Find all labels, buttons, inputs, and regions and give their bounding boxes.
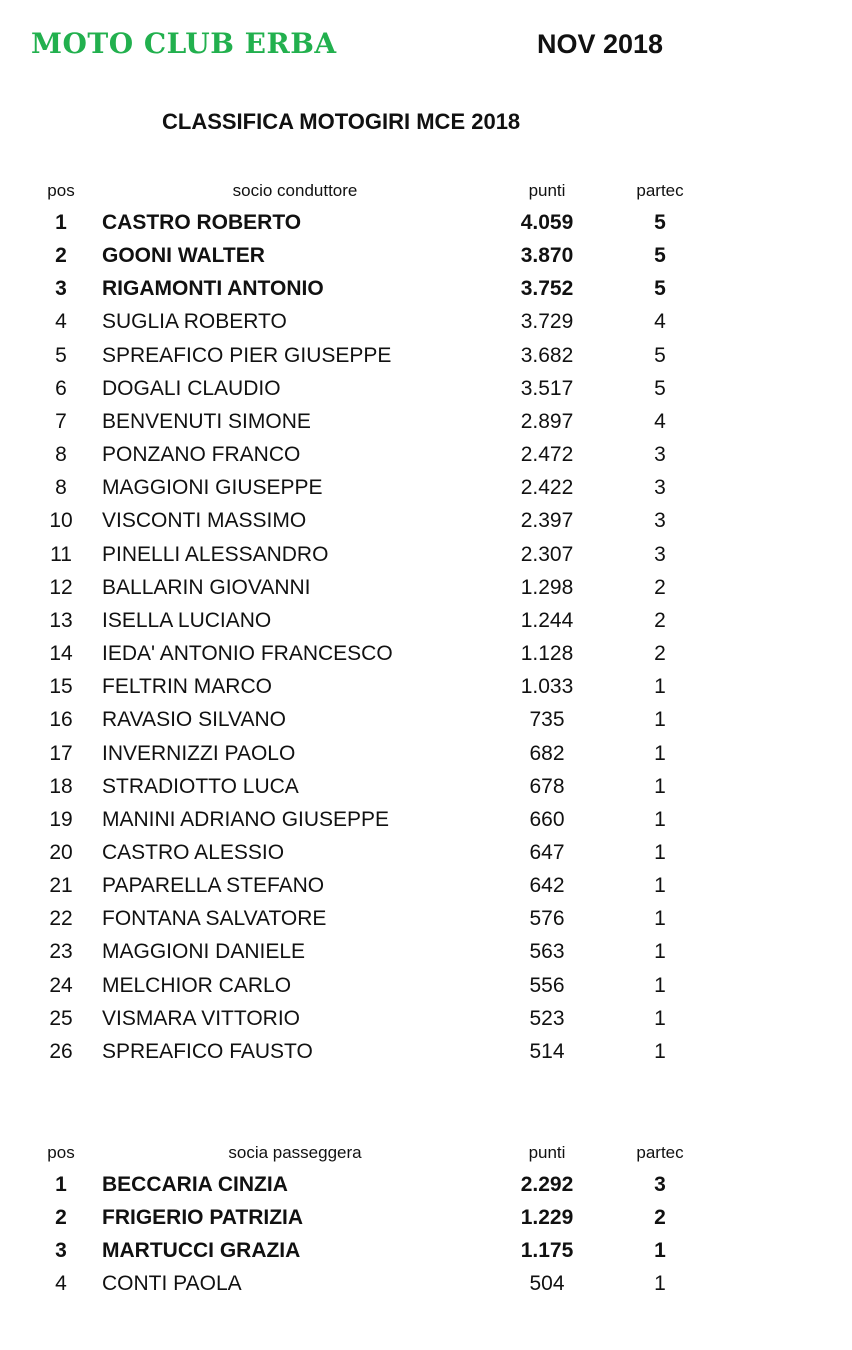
participations-cell: 1	[654, 973, 666, 997]
rank-cell: 2	[55, 1206, 67, 1230]
points-cell: 1.229	[520, 1206, 574, 1230]
table-row	[0, 836, 852, 869]
participations-cell: 2	[654, 1206, 666, 1230]
participations-cell: 1	[654, 907, 666, 931]
participations-cell: 5	[654, 343, 666, 367]
participations-cell: 1	[654, 774, 666, 798]
drivers-table-header	[0, 178, 852, 206]
participations-cell: 3	[654, 509, 666, 533]
participations-cell: 1	[654, 741, 666, 765]
name-cell: CASTRO ALESSIO	[102, 840, 285, 864]
points-cell: 682	[529, 741, 565, 765]
name-cell: VISMARA VITTORIO	[102, 1006, 300, 1030]
drivers-rows	[0, 206, 852, 1068]
table-row	[0, 935, 852, 968]
name-cell: MAGGIONI GIUSEPPE	[102, 476, 323, 500]
points-cell: 504	[529, 1272, 565, 1296]
table-row	[0, 737, 852, 770]
col-header-name: socio conduttore	[232, 181, 358, 200]
name-cell: RIGAMONTI ANTONIO	[102, 277, 324, 301]
page-title: CLASSIFICA MOTOGIRI MCE 2018	[162, 109, 521, 134]
rank-cell: 1	[55, 1173, 67, 1196]
points-cell: 4.059	[520, 211, 574, 234]
name-cell: VISCONTI MASSIMO	[102, 509, 307, 533]
rank-cell: 17	[49, 741, 73, 765]
participations-cell: 5	[654, 277, 666, 301]
rank-cell: 7	[55, 409, 67, 433]
name-cell: GOONI WALTER	[102, 244, 265, 268]
name-cell: RAVASIO SILVANO	[102, 708, 286, 732]
table-row	[0, 803, 852, 836]
participations-cell: 3	[654, 542, 666, 566]
rank-cell: 5	[55, 343, 67, 367]
rank-cell: 15	[49, 675, 73, 699]
participations-cell: 1	[654, 840, 666, 864]
table-row	[0, 339, 852, 372]
name-cell: FRIGERIO PATRIZIA	[102, 1206, 304, 1230]
rank-cell: 8	[55, 443, 67, 467]
table-row	[0, 770, 852, 803]
name-cell: BENVENUTI SIMONE	[102, 409, 311, 433]
rank-cell: 6	[55, 376, 67, 400]
passengers-rows	[0, 1168, 852, 1301]
points-cell: 660	[529, 807, 565, 831]
name-cell: MAGGIONI DANIELE	[102, 940, 306, 964]
rank-cell: 1	[55, 211, 67, 234]
name-cell: BECCARIA CINZIA	[102, 1173, 288, 1196]
points-cell: 642	[529, 874, 565, 898]
name-cell: IEDA' ANTONIO FRANCESCO	[102, 642, 393, 666]
participations-cell: 1	[654, 874, 666, 898]
points-cell: 563	[529, 940, 565, 964]
rank-cell: 3	[55, 1239, 67, 1263]
points-cell: 2.307	[520, 542, 574, 566]
table-row	[0, 504, 852, 537]
points-cell: 1.175	[520, 1239, 574, 1263]
participations-cell: 1	[654, 940, 666, 964]
table-row	[0, 405, 852, 438]
col-header-points: punti	[528, 1143, 566, 1162]
points-cell: 3.517	[520, 376, 574, 400]
points-cell: 735	[529, 708, 565, 732]
table-row	[0, 571, 852, 604]
name-cell: PINELLI ALESSANDRO	[102, 542, 329, 566]
points-cell: 2.472	[520, 443, 574, 467]
participations-cell: 3	[654, 1173, 666, 1196]
participations-cell: 3	[654, 476, 666, 500]
rank-cell: 24	[49, 973, 73, 997]
participations-cell: 4	[654, 409, 666, 433]
participations-cell: 5	[654, 211, 666, 234]
rank-cell: 14	[49, 642, 73, 666]
points-cell: 556	[529, 973, 565, 997]
col-header-pos: pos	[47, 181, 75, 200]
name-cell: INVERNIZZI PAOLO	[102, 741, 296, 765]
points-cell: 1.128	[520, 642, 574, 666]
rank-cell: 2	[55, 244, 67, 268]
points-cell: 678	[529, 774, 565, 798]
name-cell: CASTRO ROBERTO	[102, 211, 302, 234]
rank-cell: 21	[49, 874, 73, 898]
participations-cell: 1	[654, 807, 666, 831]
participations-cell: 2	[654, 642, 666, 666]
table-row	[0, 902, 852, 935]
rank-cell: 26	[49, 1039, 73, 1063]
table-row	[0, 272, 852, 305]
name-cell: PAPARELLA STEFANO	[102, 874, 325, 898]
table-row	[0, 1267, 852, 1300]
participations-cell: 4	[654, 310, 666, 334]
table-row	[0, 604, 852, 637]
name-cell: SUGLIA ROBERTO	[102, 310, 287, 334]
col-header-participations: partec	[636, 181, 684, 200]
points-cell: 3.752	[520, 277, 574, 301]
col-header-name: socia passeggera	[228, 1143, 362, 1162]
points-cell: 2.422	[520, 476, 574, 500]
table-row	[0, 703, 852, 736]
participations-cell: 2	[654, 575, 666, 599]
rank-cell: 10	[49, 509, 73, 533]
table-row	[0, 869, 852, 902]
table-row	[0, 637, 852, 670]
table-row	[0, 305, 852, 338]
name-cell: PONZANO FRANCO	[102, 443, 301, 467]
points-cell: 1.033	[520, 675, 574, 699]
rank-cell: 23	[49, 940, 73, 964]
passengers-table-header	[0, 1140, 852, 1168]
table-row	[0, 206, 852, 239]
table-row	[0, 538, 852, 571]
table-row	[0, 1234, 852, 1267]
name-cell: FONTANA SALVATORE	[102, 907, 327, 931]
participations-cell: 1	[654, 708, 666, 732]
participations-cell: 1	[654, 1272, 666, 1296]
table-row	[0, 372, 852, 405]
name-cell: DOGALI CLAUDIO	[102, 376, 281, 400]
points-cell: 1.244	[520, 608, 574, 632]
table-row	[0, 239, 852, 272]
rank-cell: 20	[49, 840, 73, 864]
table-row	[0, 1002, 852, 1035]
table-row	[0, 438, 852, 471]
club-name: MOTO CLUB ERBA	[31, 27, 337, 60]
participations-cell: 1	[654, 1239, 666, 1263]
rank-cell: 11	[50, 542, 72, 566]
col-header-pos: pos	[47, 1143, 75, 1162]
participations-cell: 1	[654, 1039, 666, 1063]
rank-cell: 16	[49, 708, 73, 732]
participations-cell: 3	[654, 443, 666, 467]
points-cell: 514	[529, 1039, 565, 1063]
participations-cell: 5	[654, 376, 666, 400]
name-cell: MELCHIOR CARLO	[102, 973, 292, 997]
rank-cell: 4	[55, 310, 67, 334]
table-row	[0, 1168, 852, 1201]
rank-cell: 13	[49, 608, 73, 632]
points-cell: 3.682	[520, 343, 574, 367]
col-header-points: punti	[528, 181, 566, 200]
rank-cell: 3	[55, 277, 67, 301]
points-cell: 647	[529, 840, 565, 864]
col-header-participations: partec	[636, 1143, 684, 1162]
drivers-table	[0, 178, 852, 1068]
table-row	[0, 670, 852, 703]
points-cell: 2.897	[520, 409, 574, 433]
points-cell: 3.870	[520, 244, 574, 268]
points-cell: 3.729	[520, 310, 574, 334]
points-cell: 2.397	[520, 509, 574, 533]
table-row	[0, 969, 852, 1002]
rank-cell: 4	[55, 1272, 67, 1296]
participations-cell: 1	[654, 675, 666, 699]
points-cell: 523	[529, 1006, 565, 1030]
rank-cell: 25	[49, 1006, 73, 1030]
name-cell: CONTI PAOLA	[102, 1272, 242, 1296]
rank-cell: 12	[49, 575, 73, 599]
participations-cell: 5	[654, 244, 666, 268]
rank-cell: 18	[49, 774, 73, 798]
participations-cell: 2	[654, 608, 666, 632]
participations-cell: 1	[654, 1006, 666, 1030]
table-row	[0, 471, 852, 504]
name-cell: MARTUCCI GRAZIA	[102, 1239, 301, 1263]
table-row	[0, 1035, 852, 1068]
name-cell: STRADIOTTO LUCA	[102, 774, 299, 798]
rank-cell: 22	[49, 907, 73, 931]
points-cell: 2.292	[520, 1173, 574, 1196]
points-cell: 1.298	[520, 575, 574, 599]
rank-cell: 8	[55, 476, 67, 500]
name-cell: MANINI ADRIANO GIUSEPPE	[102, 807, 390, 831]
name-cell: SPREAFICO PIER GIUSEPPE	[102, 343, 392, 367]
points-cell: 576	[529, 907, 565, 931]
name-cell: BALLARIN GIOVANNI	[102, 575, 311, 599]
name-cell: SPREAFICO FAUSTO	[102, 1039, 313, 1063]
passengers-table	[0, 1140, 852, 1301]
name-cell: FELTRIN MARCO	[102, 675, 272, 699]
name-cell: ISELLA LUCIANO	[102, 608, 272, 632]
table-row	[0, 1201, 852, 1234]
report-date: NOV 2018	[537, 29, 664, 59]
rank-cell: 19	[49, 807, 73, 831]
